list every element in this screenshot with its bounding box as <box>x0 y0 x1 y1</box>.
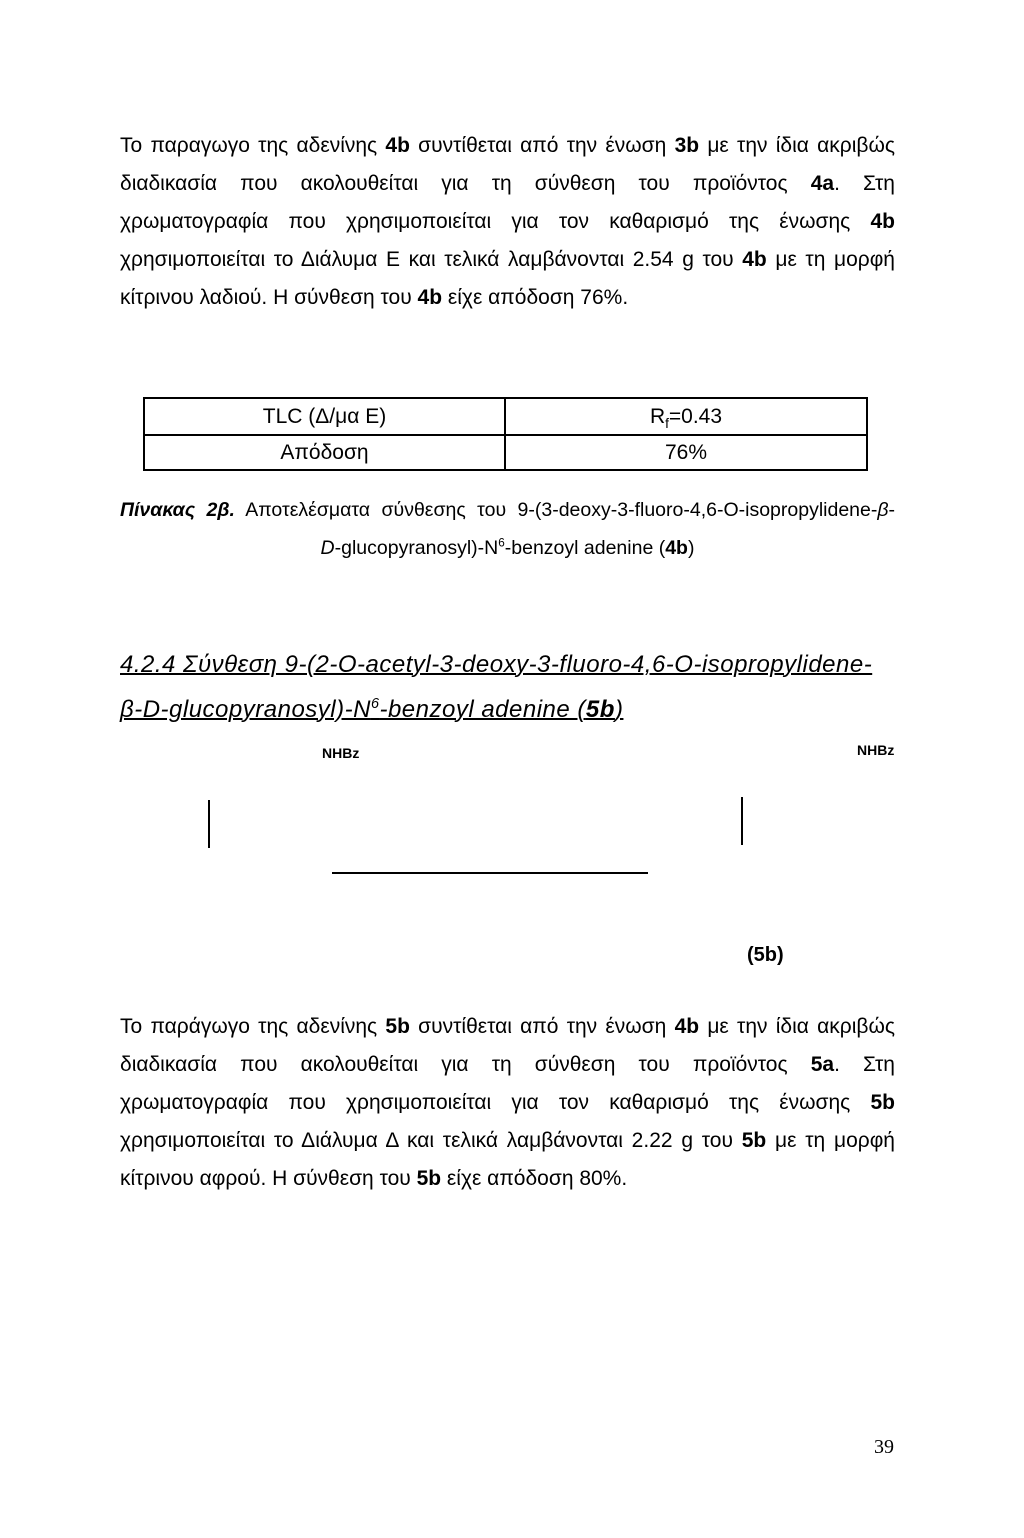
results-table <box>143 397 868 471</box>
paragraph-line <box>120 203 895 241</box>
text-run: β <box>877 499 889 521</box>
reaction-arrow <box>332 872 648 874</box>
superscript: 6 <box>370 696 380 712</box>
paragraph-line <box>120 127 895 165</box>
text-run: Αποτελέσματα σύνθεσης του 9-(3-deoxy-3-fluoro-4,6-O-isopropylidene- <box>234 499 878 521</box>
paragraph-line <box>120 1084 895 1122</box>
text-run: χρησιμοποιείται το Διάλυμα Ε και τελικά λαμβάνονται 2.54 g του <box>120 248 743 271</box>
page-number: 39 <box>874 1436 894 1458</box>
text-run: Το παραγωγο της αδενίνης <box>120 134 386 157</box>
paragraph-line <box>120 165 895 203</box>
yield-value: 76% <box>664 440 708 464</box>
table-cell-value <box>506 399 866 434</box>
paragraph-1 <box>120 127 895 317</box>
structure-bond <box>208 800 210 848</box>
paragraph-line <box>120 1122 895 1160</box>
text-run: διαδικασία που ακολουθείται για τη σύνθεση του προϊόντος <box>120 172 811 195</box>
structure-label: NHBz <box>857 742 895 758</box>
paragraph-line <box>120 1046 895 1084</box>
compound-label: (5b) <box>747 944 784 966</box>
text-run: συντίθεται από την ένωση <box>409 1015 675 1038</box>
text-run: D <box>320 537 335 559</box>
caption-line <box>120 491 895 529</box>
text-run: είχε απόδοση 76%. <box>442 286 629 309</box>
section-heading <box>120 648 872 738</box>
paragraph-line <box>120 1008 895 1046</box>
text-run: διαδικασία που ακολουθείται για τη σύνθεση του προϊόντος <box>120 1053 811 1076</box>
compound-ref: 5b <box>385 1015 410 1038</box>
structure-label: NHBz <box>322 745 360 761</box>
text-run: με τη μορφή <box>766 248 895 271</box>
compound-ref: 4b <box>742 248 767 271</box>
text-run: είχε απόδοση 80%. <box>441 1167 628 1190</box>
compound-ref: 4b <box>417 286 443 309</box>
structure-bond <box>741 797 743 845</box>
rf-subscript: f <box>665 415 669 431</box>
paragraph-2 <box>120 1008 895 1198</box>
table-cell-value <box>506 436 866 469</box>
heading-line <box>120 648 872 693</box>
text-run: -benzoyl adenine ( <box>379 696 586 723</box>
paragraph-line <box>120 241 895 279</box>
paragraph-line <box>120 1160 895 1198</box>
text-run: κίτρινου αφρού. Η σύνθεση του <box>120 1167 417 1190</box>
table-row <box>145 399 866 436</box>
compound-ref: 3b <box>674 134 700 157</box>
compound-ref: 5b <box>870 1091 895 1114</box>
text-run: Το παράγωγο της αδενίνης <box>120 1015 386 1038</box>
heading-line <box>120 693 872 738</box>
rf-value <box>650 405 722 429</box>
rf-symbol: R <box>649 404 666 428</box>
text-run: -glucopyranosyl)-N <box>334 537 499 559</box>
compound-ref: 4b <box>870 210 895 233</box>
table-row <box>145 436 866 469</box>
text-run: ) <box>614 696 624 723</box>
caption-label: Πίνακας 2β. <box>120 499 235 521</box>
table-caption <box>120 491 895 567</box>
text-run: χρωματογραφία που χρησιμοποιείται για τον καθαρισμό της ένωσης <box>120 210 871 233</box>
yield-label: Απόδοση <box>280 440 369 464</box>
text-run: ) <box>687 537 695 559</box>
compound-ref: 4b <box>385 134 410 157</box>
text-run: συντίθεται από την ένωση <box>409 134 675 157</box>
text-run: . Στη <box>834 1053 895 1076</box>
compound-ref: 5b <box>585 696 615 723</box>
text-run: -benzoyl adenine ( <box>504 537 666 559</box>
superscript: 6 <box>498 536 505 550</box>
text-run: χρησιμοποιείται το Διάλυμα Δ και τελικά λαμβάνονται 2.22 g του <box>120 1129 742 1152</box>
compound-ref: 5b <box>741 1129 767 1152</box>
text-run: με την ίδια ακριβώς <box>699 1015 895 1038</box>
tlc-label: TLC (Δ/μα Ε) <box>262 404 387 428</box>
text-run: . Στη <box>834 172 895 195</box>
rf-number: =0.43 <box>668 404 723 428</box>
table-cell-label <box>145 436 506 469</box>
compound-ref: 5a <box>810 1053 835 1076</box>
text-run: κίτρινου λαδιού. Η σύνθεση του <box>120 286 418 309</box>
compound-ref: 4a <box>810 172 835 195</box>
compound-ref: 5b <box>416 1167 442 1190</box>
text-run: β-D-glucopyranosyl)-N <box>120 696 371 723</box>
caption-line <box>120 529 895 567</box>
text-run: με τη μορφή <box>766 1129 895 1152</box>
compound-ref: 4b <box>674 1015 700 1038</box>
text-run: χρωματογραφία που χρησιμοποιείται για τον καθαρισμό της ένωσης <box>120 1091 871 1114</box>
text-run: 4.2.4 Σύνθεση 9-(2-O-acetyl-3-deoxy-3-fluoro-4,6-O-isopropylidene- <box>120 651 873 678</box>
compound-ref: 4b <box>665 537 688 559</box>
paragraph-line <box>120 279 895 317</box>
text-run: - <box>888 499 895 521</box>
text-run: με την ίδια ακριβώς <box>699 134 895 157</box>
table-cell-label <box>145 399 506 434</box>
